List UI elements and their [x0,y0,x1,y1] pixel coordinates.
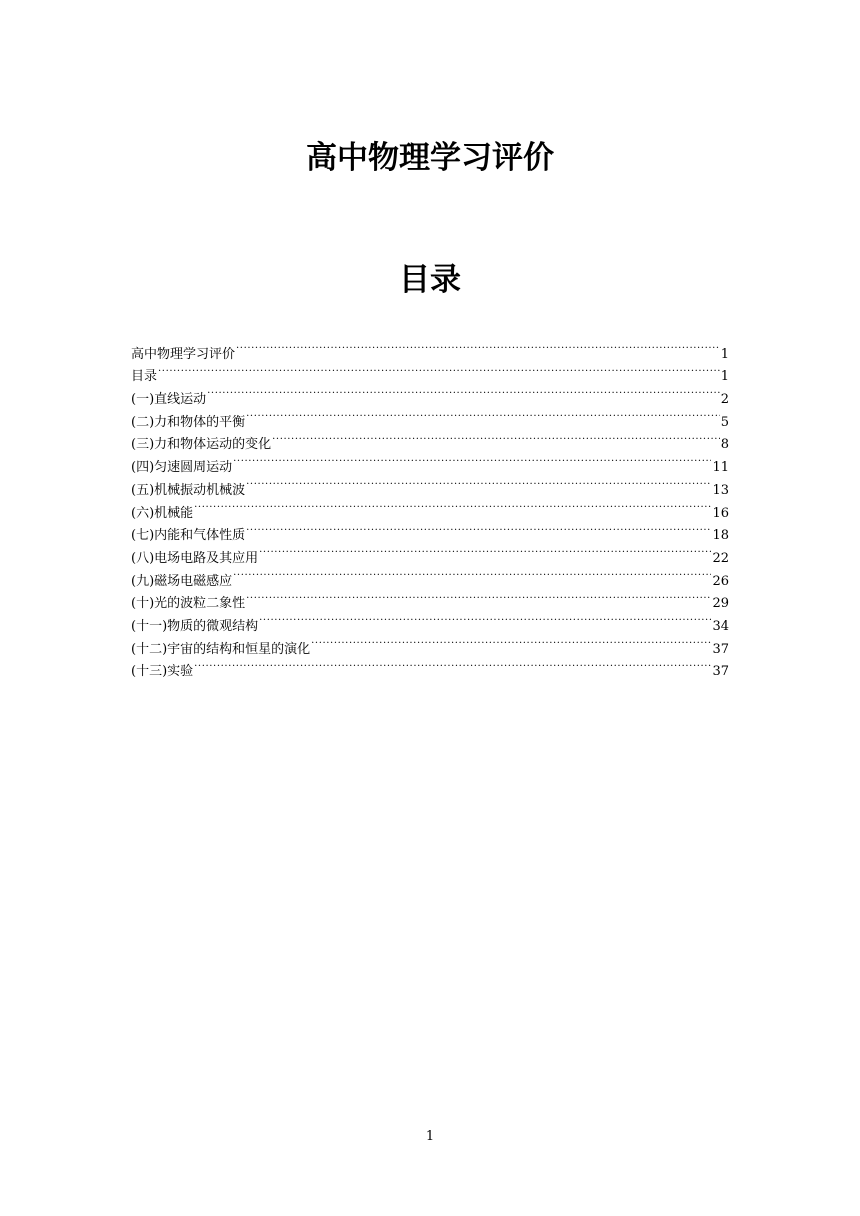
toc-entry-label: 高中物理学习评价 [131,346,236,362]
toc-entry-page: 18 [712,528,729,544]
toc-dot-leader [233,562,711,585]
toc-entry-page: 1 [720,369,729,385]
toc-entry[interactable] [131,335,729,362]
table-of-contents [131,335,729,680]
toc-dot-leader [194,653,711,676]
toc-entry-label: (十一)物质的微观结构 [131,618,259,634]
toc-entry-page: 37 [712,664,729,680]
toc-entry-page: 16 [712,505,729,521]
toc-entry-label: (四)匀速圆周运动 [131,460,233,476]
toc-entry-page: 2 [720,392,729,408]
toc-entry-page: 8 [720,437,729,453]
toc-entry[interactable] [131,494,729,521]
toc-dot-leader [194,494,711,517]
toc-entry-page: 26 [712,573,729,589]
page-number: 1 [425,1129,435,1144]
toc-entry-page: 5 [720,414,729,430]
toc-dot-leader [158,358,720,381]
toc-entry-page: 22 [712,550,729,566]
toc-entry[interactable] [131,653,729,680]
toc-entry-label: (一)直线运动 [131,392,207,408]
toc-entry-page: 13 [712,482,729,498]
toc-dot-leader [272,426,720,449]
toc-entry[interactable] [131,358,729,385]
toc-dot-leader [246,517,711,540]
toc-entry-label: (二)力和物体的平衡 [131,414,246,430]
toc-entry-label: (九)磁场电磁感应 [131,573,233,589]
toc-entry-label: 目录 [131,369,158,385]
toc-dot-leader [246,403,720,426]
toc-entry-label: (五)机械振动机械波 [131,482,246,498]
toc-entry-label: (六)机械能 [131,505,194,521]
toc-entry-page: 37 [712,641,729,657]
toc-dot-leader [233,448,711,471]
toc-entry-label: (七)内能和气体性质 [131,528,246,544]
toc-entry-page: 1 [720,346,729,362]
toc-entry[interactable] [131,517,729,544]
toc-entry-label: (八)电场电路及其应用 [131,550,259,566]
toc-entry-label: (十二)宇宙的结构和恒星的演化 [131,641,311,657]
toc-entry-label: (三)力和物体运动的变化 [131,437,272,453]
document-title: 高中物理学习评价 [306,140,554,176]
toc-dot-leader [311,630,711,653]
toc-dot-leader [246,471,711,494]
toc-dot-leader [259,607,711,630]
toc-entry-label: (十)光的波粒二象性 [131,596,246,612]
toc-dot-leader [236,335,720,358]
toc-dot-leader [207,380,720,403]
toc-entry[interactable] [131,380,729,408]
toc-entry[interactable] [131,403,729,430]
toc-heading: 目录 [399,262,461,298]
toc-entry-page: 34 [712,618,729,634]
toc-entry-label: (十三)实验 [131,664,194,680]
toc-entry-page: 29 [712,596,729,612]
toc-dot-leader [246,585,711,608]
toc-dot-leader [259,539,711,562]
toc-entry-page: 11 [712,460,729,476]
